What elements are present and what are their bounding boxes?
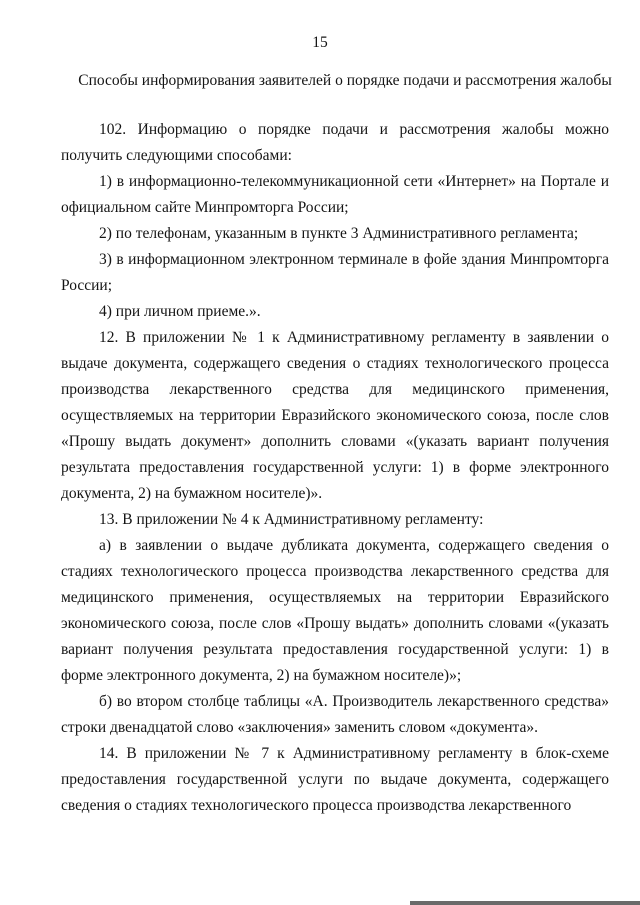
section-heading: Способы информирования заявителей о порядке подачи и рассмотрения жалобы: [78, 72, 612, 89]
subitem-b: б) во втором столбце таблицы «А. Производитель лекарственного средства» строки двенадцатой слово «заключения» заменить словом «документа».: [61, 693, 609, 736]
body-text: [61, 117, 609, 819]
paragraph-12: 12. В приложении № 1 к Административному регламенту в заявлении о выдаче документа, содержащего сведения о стадиях технологического процесса производства лекарственного средства для медицинского применения, осуществляемых на территории Евразийского экономического союза, после слов «Прошу выдать документ» дополнить словами «(указать вариант получения результата предоставления государственной услуги: 1) в форме электронного документа, 2) на бумажном носителе)».: [61, 329, 609, 502]
paragraph-14: 14. В приложении № 7 к Административному регламенту в блок-схеме предоставления государственной услуги по выдаче документа, содержащего сведения о стадиях технологического процесса производства лекарственного: [61, 745, 609, 814]
scan-edge-mark: [410, 901, 640, 905]
paragraph-13: 13. В приложении № 4 к Административному регламенту:: [99, 511, 484, 528]
list-item-1: 1) в информационно-телекоммуникационной сети «Интернет» на Портале и официальном сайте Минпромторга России;: [61, 173, 609, 216]
list-item-2: 2) по телефонам, указанным в пункте 3 Административного регламента;: [99, 225, 579, 242]
list-item-4: 4) при личном приеме.».: [99, 303, 261, 320]
page-number: 15: [312, 34, 328, 51]
list-item-3: 3) в информационном электронном терминале в фойе здания Минпромторга России;: [61, 251, 609, 294]
subitem-a: а) в заявлении о выдаче дубликата документа, содержащего сведения о стадиях технологического процесса производства лекарственного средства для медицинского применения, осуществляемых на территории Евразийского экономического союза, после слов «Прошу выдать» дополнить словами «(указать вариант получения результата предоставления государственной услуги: 1) в форме электронного документа, 2) на бумажном носителе)»;: [61, 537, 609, 684]
paragraph-102: 102. Информацию о порядке подачи и рассмотрения жалобы можно получить следующими способами:: [61, 121, 609, 164]
